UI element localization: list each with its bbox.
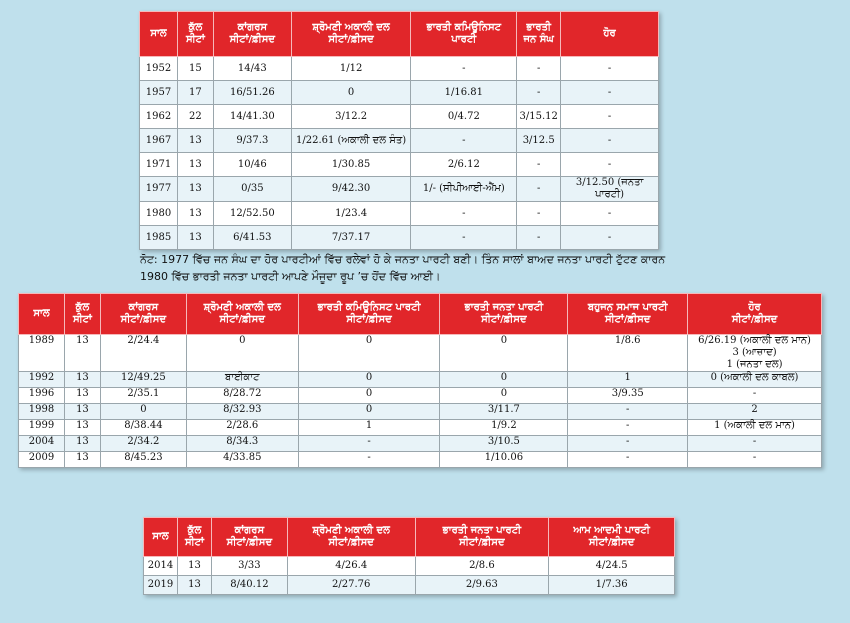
table-cell: 0: [440, 388, 568, 404]
table-cell: 1967: [140, 129, 178, 153]
table-2014-2019: [143, 517, 675, 595]
table-cell: 1/8.6: [568, 335, 688, 372]
table-cell: -: [568, 436, 688, 452]
table-row: [144, 557, 675, 576]
table-cell: 4/26.4: [287, 557, 415, 576]
table-row: [19, 452, 822, 468]
table-cell: 1989: [19, 335, 65, 372]
table-cell: 1980: [140, 202, 178, 226]
table-cell: -: [517, 226, 561, 250]
table-cell: 1/12: [291, 57, 411, 81]
table-cell: 1/9.2: [440, 420, 568, 436]
table-cell: 2014: [144, 557, 178, 576]
table-cell: 6/26.19 (ਅਕਾਲੀ ਦਲ ਮਾਨ) 3 (ਆਜ਼ਾਦ) 1 (ਜਨਤਾ ਦਲ): [688, 335, 822, 372]
table-cell: 13: [64, 452, 100, 468]
table-cell: 13: [64, 436, 100, 452]
table-row: [140, 177, 659, 202]
table-cell: 1962: [140, 105, 178, 129]
footnote: ਨੋਟ: 1977 ਵਿੱਚ ਜਨ ਸੰਘ ਦਾ ਹੋਰ ਪਾਰਟੀਆਂ ਵਿੱਚ ਰਲੇਵਾਂ ਹੋ ਕੇ ਜਨਤਾ ਪਾਰਟੀ ਬਣੀ। ਤਿੰਨ ਸਾਲਾਂ ਬਾਅਦ ਜਨਤਾ ਪਾਰਟੀ ਟੁੱਟਣ ਕਾਰਨ 1980 ਵਿੱਚ ਭਾਰਤੀ ਜਨਤਾ ਪਾਰਟੀ ਆਪਣੇ ਮੌਜੂਦਾ ਰੂਪ ’ਚ ਹੋਂਦ ਵਿੱਚ ਆਈ।: [140, 253, 666, 283]
table-cell: 2/8.6: [415, 557, 549, 576]
column-header: ਭਾਰਤੀ ਜਨਤਾ ਪਾਰਟੀ ਸੀਟਾਂ/ਫ਼ੀਸਦ: [440, 294, 568, 335]
table-cell: 0: [440, 335, 568, 372]
column-header: ਹੋਰ: [561, 12, 659, 57]
table-cell: 7/37.17: [291, 226, 411, 250]
table-cell: -: [517, 177, 561, 202]
column-header: ਕੁੱਲ ਸੀਟਾਂ: [177, 12, 213, 57]
column-header: ਕੁੱਲ ਸੀਟਾਂ: [177, 518, 211, 557]
table-header-row: [140, 12, 659, 57]
table-cell: -: [561, 153, 659, 177]
table-cell: 0: [298, 372, 440, 388]
table-cell: 0: [298, 404, 440, 420]
table-cell: 15: [177, 57, 213, 81]
table-cell: 2/35.1: [100, 388, 186, 404]
table-cell: 0: [100, 404, 186, 420]
table-cell: -: [411, 202, 517, 226]
table-cell: 1 (ਅਕਾਲੀ ਦਲ ਮਾਨ): [688, 420, 822, 436]
table-cell: 1: [568, 372, 688, 388]
table-row: [140, 202, 659, 226]
table-cell: 3/15.12: [517, 105, 561, 129]
table-cell: 9/37.3: [213, 129, 291, 153]
table-row: [19, 335, 822, 372]
table-cell: 1957: [140, 81, 178, 105]
table-cell: 13: [177, 557, 211, 576]
table-cell: ਬਾਈਕਾਟ: [186, 372, 298, 388]
table-cell: 2019: [144, 576, 178, 595]
column-header: ਕਾਂਗਰਸ ਸੀਟਾਂ/ਫ਼ੀਸਦ: [100, 294, 186, 335]
table-cell: 0: [440, 372, 568, 388]
table-row: [140, 226, 659, 250]
table-cell: 13: [177, 576, 211, 595]
table-cell: -: [688, 436, 822, 452]
table-cell: 2/9.63: [415, 576, 549, 595]
table-cell: 8/45.23: [100, 452, 186, 468]
table-cell: 16/51.26: [213, 81, 291, 105]
column-header: ਸ਼੍ਰੋਮਣੀ ਅਕਾਲੀ ਦਲ ਸੀਟਾਂ/ਫ਼ੀਸਦ: [186, 294, 298, 335]
table-cell: 9/42.30: [291, 177, 411, 202]
table-cell: -: [411, 129, 517, 153]
table-cell: 3/12.2: [291, 105, 411, 129]
table-cell: 1985: [140, 226, 178, 250]
table-cell: 12/52.50: [213, 202, 291, 226]
table-cell: -: [561, 202, 659, 226]
table-cell: 1/10.06: [440, 452, 568, 468]
table-cell: -: [561, 129, 659, 153]
table-header-row: [144, 518, 675, 557]
table-cell: -: [568, 420, 688, 436]
table-cell: 3/12.5: [517, 129, 561, 153]
table-cell: -: [688, 388, 822, 404]
table-cell: 2: [688, 404, 822, 420]
column-header: ਹੋਰ ਸੀਟਾਂ/ਫ਼ੀਸਦ: [688, 294, 822, 335]
column-header: ਕਾਂਗਰਸ ਸੀਟਾਂ/ਫ਼ੀਸਦ: [213, 12, 291, 57]
table-cell: -: [298, 436, 440, 452]
table-cell: 1977: [140, 177, 178, 202]
table-cell: -: [561, 57, 659, 81]
table-cell: 1998: [19, 404, 65, 420]
table-row: [144, 576, 675, 595]
table-cell: -: [568, 404, 688, 420]
table-row: [140, 57, 659, 81]
table-cell: 0/35: [213, 177, 291, 202]
column-header: ਆਮ ਆਦਮੀ ਪਾਰਟੀ ਸੀਟਾਂ/ਫ਼ੀਸਦ: [549, 518, 675, 557]
table-cell: -: [411, 57, 517, 81]
table-cell: -: [411, 226, 517, 250]
table-cell: 4/24.5: [549, 557, 675, 576]
table-cell: 8/38.44: [100, 420, 186, 436]
table-row: [19, 436, 822, 452]
table-cell: 1971: [140, 153, 178, 177]
table-cell: 1/16.81: [411, 81, 517, 105]
table-cell: 3/10.5: [440, 436, 568, 452]
table-cell: 0: [298, 335, 440, 372]
table-cell: 1: [298, 420, 440, 436]
column-header: ਸ਼੍ਰੋਮਣੀ ਅਕਾਲੀ ਦਲ ਸੀਟਾਂ/ਫ਼ੀਸਦ: [291, 12, 411, 57]
column-header: ਕਾਂਗਰਸ ਸੀਟਾਂ/ਫ਼ੀਸਦ: [211, 518, 287, 557]
table-cell: 0: [298, 388, 440, 404]
table-cell: 8/34.3: [186, 436, 298, 452]
table-cell: 14/43: [213, 57, 291, 81]
table-cell: -: [568, 452, 688, 468]
table-cell: 4/33.85: [186, 452, 298, 468]
column-header: ਸਾਲ: [144, 518, 178, 557]
table-row: [140, 153, 659, 177]
table-cell: 1/30.85: [291, 153, 411, 177]
table-cell: -: [517, 81, 561, 105]
table-row: [140, 129, 659, 153]
table-cell: 22: [177, 105, 213, 129]
table-cell: 0: [186, 335, 298, 372]
column-header: ਭਾਰਤੀ ਜਨਤਾ ਪਾਰਟੀ ਸੀਟਾਂ/ਫ਼ੀਸਦ: [415, 518, 549, 557]
table-row: [140, 105, 659, 129]
table-cell: 10/46: [213, 153, 291, 177]
table-cell: 14/41.30: [213, 105, 291, 129]
table-cell: -: [688, 452, 822, 468]
column-header: ਸਾਲ: [19, 294, 65, 335]
table-cell: 1/- (ਸੀਪੀਆਈ-ਐੱਮ): [411, 177, 517, 202]
table-cell: -: [561, 226, 659, 250]
column-header: ਭਾਰਤੀ ਜਨ ਸੰਘ: [517, 12, 561, 57]
table-cell: -: [517, 153, 561, 177]
table-row: [19, 388, 822, 404]
table-1989-2009: [18, 293, 822, 468]
table-cell: 1952: [140, 57, 178, 81]
table-header-row: [19, 294, 822, 335]
table-cell: 1/22.61 (ਅਕਾਲੀ ਦਲ ਸੰਤ): [291, 129, 411, 153]
table-cell: 3/12.50 (ਜਨਤਾ ਪਾਰਟੀ): [561, 177, 659, 202]
table-row: [19, 404, 822, 420]
table-cell: -: [517, 57, 561, 81]
table-row: [140, 81, 659, 105]
column-header: ਬਹੁਜਨ ਸਮਾਜ ਪਾਰਟੀ ਸੀਟਾਂ/ਫ਼ੀਸਦ: [568, 294, 688, 335]
table-cell: 1996: [19, 388, 65, 404]
table-cell: 2/24.4: [100, 335, 186, 372]
table-1952-1985: [139, 11, 659, 250]
table-cell: 13: [177, 202, 213, 226]
table-cell: 17: [177, 81, 213, 105]
table-cell: 6/41.53: [213, 226, 291, 250]
column-header: ਸ਼੍ਰੋਮਣੀ ਅਕਾਲੀ ਦਲ ਸੀਟਾਂ/ਫ਼ੀਸਦ: [287, 518, 415, 557]
column-header: ਸਾਲ: [140, 12, 178, 57]
table-cell: 1992: [19, 372, 65, 388]
table-cell: 13: [64, 388, 100, 404]
table-cell: 13: [177, 129, 213, 153]
table-cell: 13: [177, 226, 213, 250]
table-cell: 0 (ਅਕਾਲੀ ਦਲ ਕਾਬਲ): [688, 372, 822, 388]
table-cell: 13: [64, 335, 100, 372]
table-cell: 1/7.36: [549, 576, 675, 595]
table-cell: 2/6.12: [411, 153, 517, 177]
table-cell: 12/49.25: [100, 372, 186, 388]
table-cell: 2004: [19, 436, 65, 452]
table-row: [19, 372, 822, 388]
column-header: ਕੁੱਲ ਸੀਟਾਂ: [64, 294, 100, 335]
table-cell: 3/9.35: [568, 388, 688, 404]
table-cell: 2/27.76: [287, 576, 415, 595]
table-cell: 1/23.4: [291, 202, 411, 226]
column-header: ਭਾਰਤੀ ਕਮਿਊਨਿਸਟ ਪਾਰਟੀ ਸੀਟਾਂ/ਫ਼ੀਸਦ: [298, 294, 440, 335]
table-cell: 1999: [19, 420, 65, 436]
table-cell: -: [561, 81, 659, 105]
table-cell: 2/34.2: [100, 436, 186, 452]
table-cell: 3/11.7: [440, 404, 568, 420]
table-cell: 2/28.6: [186, 420, 298, 436]
table-cell: 13: [177, 177, 213, 202]
column-header: ਭਾਰਤੀ ਕਮਿਊਨਿਸਟ ਪਾਰਟੀ: [411, 12, 517, 57]
table-cell: -: [517, 202, 561, 226]
table-cell: 0/4.72: [411, 105, 517, 129]
table-cell: -: [298, 452, 440, 468]
table-cell: 8/28.72: [186, 388, 298, 404]
table-cell: 8/32.93: [186, 404, 298, 420]
table-cell: 8/40.12: [211, 576, 287, 595]
table-row: [19, 420, 822, 436]
table-cell: 13: [64, 404, 100, 420]
table-cell: 0: [291, 81, 411, 105]
table-cell: 3/33: [211, 557, 287, 576]
table-cell: -: [561, 105, 659, 129]
table-cell: 13: [64, 420, 100, 436]
table-cell: 13: [64, 372, 100, 388]
table-cell: 2009: [19, 452, 65, 468]
table-cell: 13: [177, 153, 213, 177]
